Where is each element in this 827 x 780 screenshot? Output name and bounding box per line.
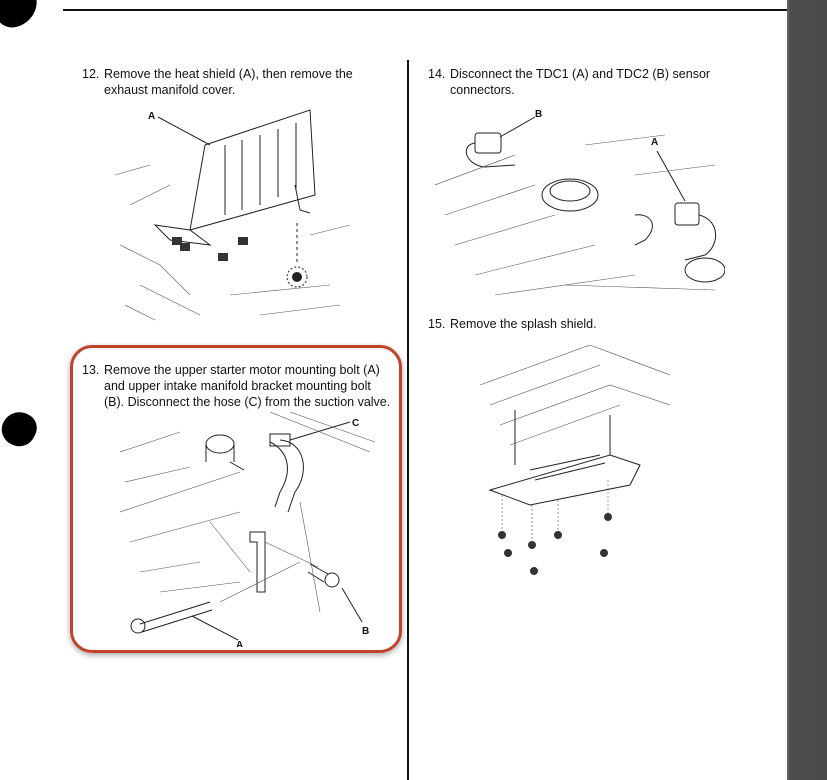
step-12 [82, 66, 382, 98]
step-text: Remove the upper starter motor mounting bolt (A) and upper intake manifold bracket mounting bolt (B). Disconnect the hose (C) from the suction valve. [104, 363, 391, 409]
step-text: Disconnect the TDC1 (A) and TDC2 (B) sensor connectors. [450, 67, 711, 97]
label-c: C [352, 418, 360, 429]
splash-shield-illustration [470, 345, 670, 595]
label-b: B [535, 109, 543, 120]
label-a: A [236, 640, 244, 647]
step-13 [82, 362, 392, 410]
step-15 [428, 316, 748, 332]
step-text: Remove the heat shield (A), then remove the exhaust manifold cover. [104, 67, 353, 97]
header-rule [63, 9, 790, 11]
label-b: B [362, 626, 370, 637]
heat-shield-illustration [110, 105, 350, 335]
viewer-sidebar [787, 0, 827, 780]
page-hole-mark [0, 406, 42, 451]
step-14 [428, 66, 748, 98]
step-number: 15. [428, 317, 446, 331]
label-a: A [148, 111, 156, 122]
label-a: A [651, 137, 659, 148]
step-number: 13. [82, 363, 100, 377]
step-number: 12. [82, 67, 100, 81]
starter-bolt-illustration [120, 412, 380, 647]
column-divider [407, 60, 409, 780]
step-number: 14. [428, 67, 446, 81]
page-hole-mark [0, 0, 44, 32]
step-text: Remove the splash shield. [450, 317, 597, 331]
tdc-sensor-illustration [435, 105, 725, 305]
